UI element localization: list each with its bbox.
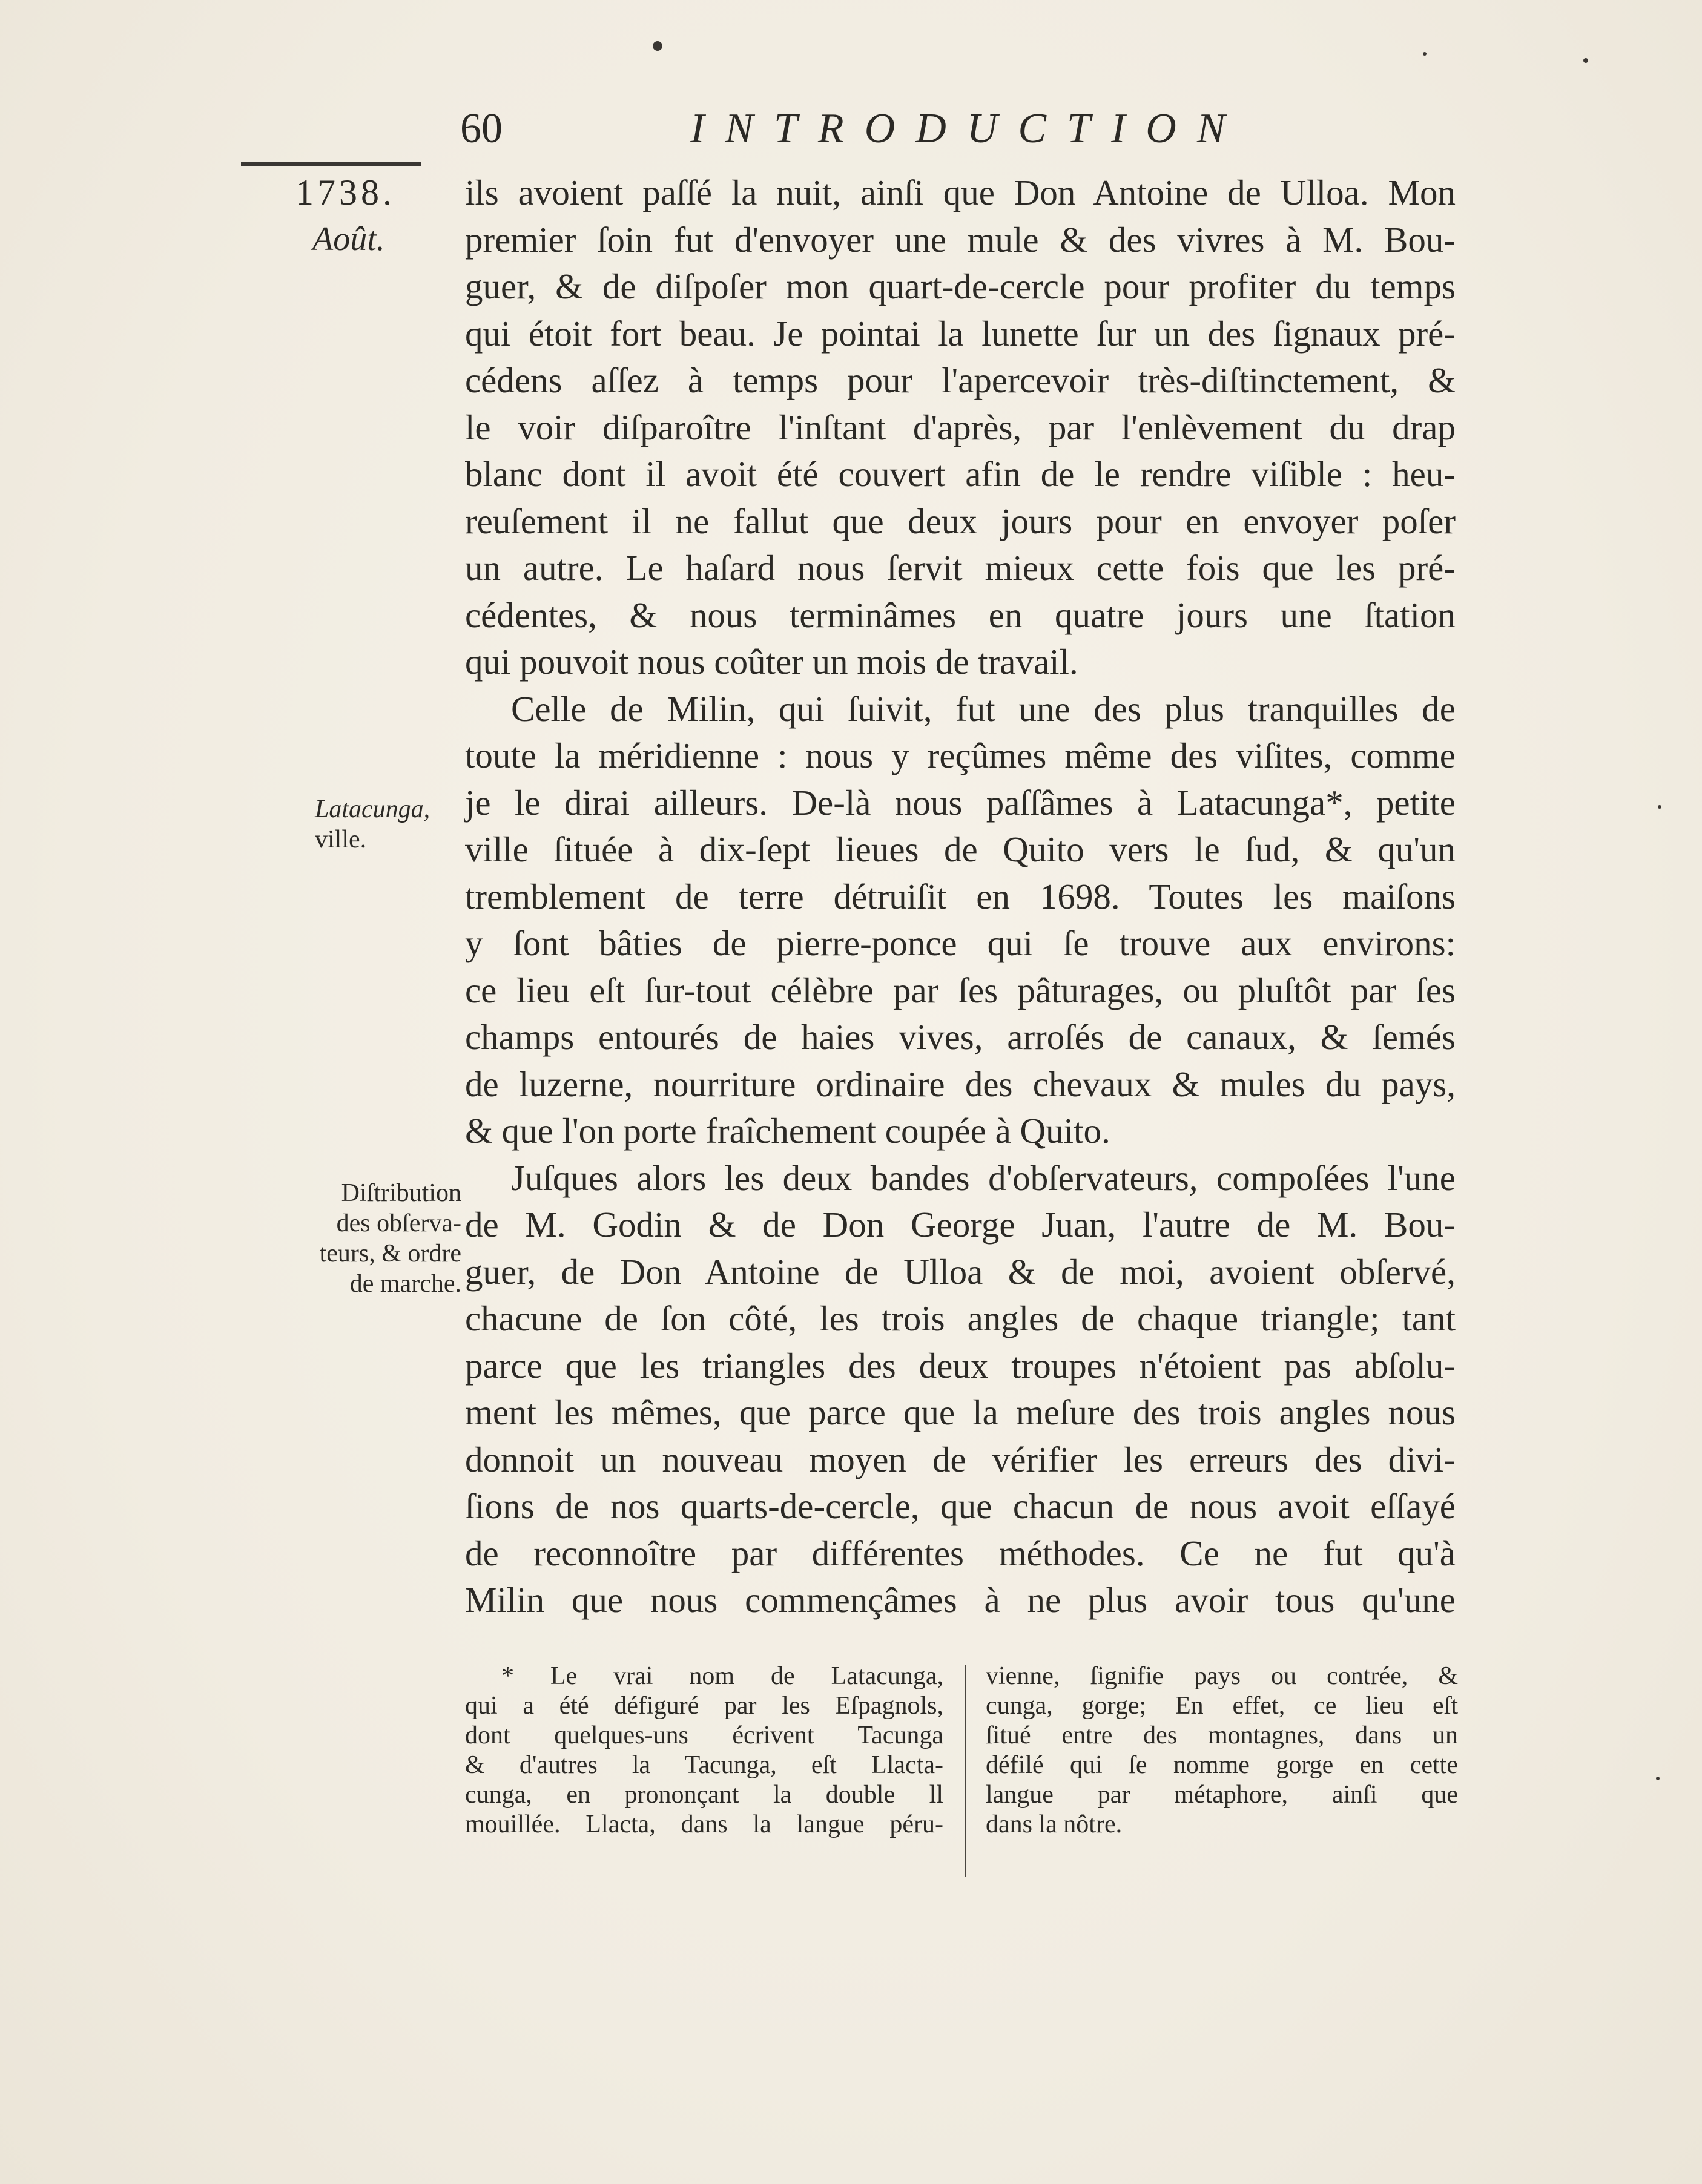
margin-year: 1738.	[295, 173, 395, 212]
footnote-block	[465, 1662, 1458, 1880]
margin-note-line: des obſerva-	[336, 1209, 461, 1237]
body-line: premier ſoin fut d'envoyer une mule & des vivres à M. Bou-	[465, 219, 1456, 260]
body-line: qui étoit fort beau. Je pointai la lunette ſur un des ſignaux pré-	[465, 313, 1456, 354]
footnote-line: * Le vrai nom de Latacunga,	[501, 1662, 943, 1690]
body-line: tremblement de terre détruiſit en 1698. Toutes les maiſons	[465, 876, 1456, 916]
body-line: & que l'on porte fraîchement coupée à Quito.	[465, 1111, 1110, 1151]
footnote-line: & d'autres la Tacunga, eſt Llacta-	[465, 1751, 943, 1779]
footnote-line: qui a été défiguré par les Eſpagnols,	[465, 1692, 943, 1720]
margin-rule	[241, 162, 421, 166]
ink-speck	[1423, 52, 1427, 56]
body-line: toute la méridienne : nous y reçûmes même des viſites, comme	[465, 735, 1456, 775]
footnote-line: cunga, en prononçant la double ll	[465, 1781, 943, 1809]
footnote-line: langue par métaphore, ainſi que	[986, 1781, 1458, 1809]
body-line: Milin que nous commençâmes à ne plus avoir tous qu'une	[465, 1580, 1456, 1620]
margin-note-place: Latacunga,	[315, 795, 430, 823]
ink-speck	[1583, 58, 1588, 63]
page-header	[460, 102, 1453, 156]
footnote-right-column	[986, 1662, 1458, 1840]
ink-speck	[653, 41, 662, 51]
footnote-line: défilé qui ſe nomme gorge en cette	[986, 1751, 1458, 1779]
body-line: Celle de Milin, qui ſuivit, fut une des plus tranquilles de	[511, 688, 1456, 729]
body-line: champs entourés de haies vives, arroſés de canaux, & ſemés	[465, 1017, 1456, 1057]
footnote-line: ſitué entre des montagnes, dans un	[986, 1722, 1458, 1749]
body-line: un autre. Le haſard nous ſervit mieux cette fois que les pré-	[465, 548, 1456, 588]
page-number: 60	[460, 105, 503, 152]
margin-note-latacunga	[315, 794, 460, 855]
body-line: donnoit un nouveau moyen de vérifier les erreurs des divi-	[465, 1439, 1456, 1479]
footnote-column-divider	[965, 1665, 966, 1877]
footnote-line: dont quelques-uns écrivent Tacunga	[465, 1722, 943, 1749]
body-line: guer, de Don Antoine de Ulloa & de moi, avoient obſervé,	[465, 1251, 1456, 1292]
margin-note-line: de marche.	[349, 1270, 461, 1298]
running-title: INTRODUCTION	[690, 105, 1246, 152]
body-line: qui pouvoit nous coûter un mois de travail.	[465, 642, 1078, 682]
footnote-line: cunga, gorge; En effet, ce lieu eſt	[986, 1692, 1458, 1720]
body-line: le voir diſparoître l'inſtant d'après, par l'enlèvement du drap	[465, 407, 1456, 447]
body-line: ce lieu eſt ſur-tout célèbre par ſes pâturages, ou pluſtôt par ſes	[465, 970, 1456, 1010]
body-line: chacune de ſon côté, les trois angles de chaque triangle; tant	[465, 1298, 1456, 1338]
margin-note-line: teurs, & ordre	[319, 1240, 461, 1268]
body-line: reuſement il ne fallut que deux jours pour en envoyer poſer	[465, 501, 1456, 541]
footnote-line: dans la nôtre.	[986, 1811, 1123, 1838]
body-line: ſions de nos quarts-de-cercle, que chacun de nous avoit eſſayé	[465, 1486, 1456, 1526]
body-line: je le dirai ailleurs. De-là nous paſſâmes à Latacunga*, petite	[465, 782, 1456, 823]
margin-note-kind: ville.	[315, 826, 367, 854]
footnote-line: vienne, ſignifie pays ou contrée, &	[986, 1662, 1458, 1690]
body-line: ville ſituée à dix-ſept lieues de Quito vers le ſud, & qu'un	[465, 829, 1456, 869]
body-line: de reconnoître par différentes méthodes. Ce ne fut qu'à	[465, 1533, 1456, 1573]
margin-note-line: Diſtribution	[341, 1179, 461, 1207]
ink-speck	[1658, 805, 1661, 809]
body-line: de luzerne, nourriture ordinaire des chevaux & mules du pays,	[465, 1064, 1456, 1104]
body-line: guer, & de diſpoſer mon quart-de-cercle pour profiter du temps	[465, 266, 1456, 306]
margin-month: Août.	[312, 220, 385, 258]
margin-note-distribution	[268, 1178, 461, 1299]
body-line: ment les mêmes, que parce que la meſure des trois angles nous	[465, 1392, 1456, 1432]
body-text	[465, 169, 1456, 1624]
body-line: cédentes, & nous terminâmes en quatre jours une ſtation	[465, 594, 1456, 635]
body-line: parce que les triangles des deux troupes n'étoient pas abſolu-	[465, 1345, 1456, 1386]
body-line: cédens aſſez à temps pour l'apercevoir très-diſtinctement, &	[465, 360, 1456, 400]
body-line: blanc dont il avoit été couvert afin de le rendre viſible : heu-	[465, 454, 1456, 494]
body-line: de M. Godin & de Don George Juan, l'autre de M. Bou-	[465, 1205, 1456, 1245]
body-line: Juſques alors les deux bandes d'obſervateurs, compoſées l'une	[511, 1157, 1456, 1198]
footnote-line: mouillée. Llacta, dans la langue péru-	[465, 1811, 943, 1838]
body-line: y ſont bâties de pierre-ponce qui ſe trouve aux environs:	[465, 923, 1456, 963]
body-line: ils avoient paſſé la nuit, ainſi que Don Antoine de Ulloa. Mon	[465, 173, 1456, 212]
footnote-left-column	[465, 1662, 943, 1840]
ink-speck	[1656, 1777, 1660, 1780]
